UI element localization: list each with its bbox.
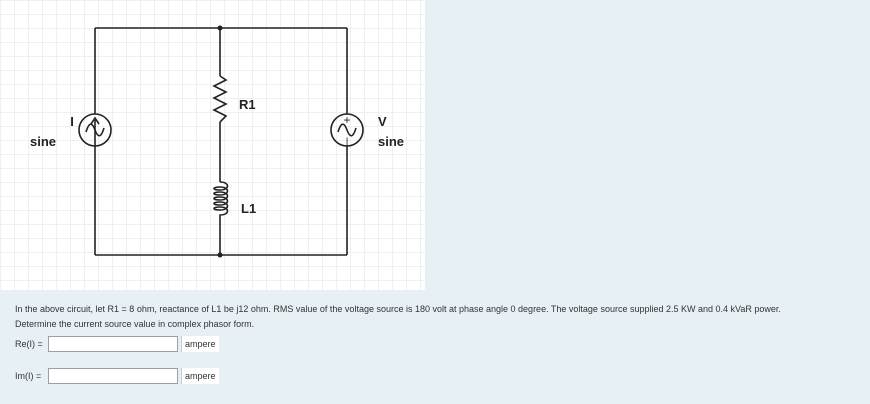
resistor-r1 — [214, 76, 226, 122]
circuit-svg — [0, 0, 425, 290]
current-source-type: sine — [30, 134, 57, 149]
inductor-l1 — [214, 182, 228, 232]
plus-sign: + — [343, 113, 351, 127]
current-source-symbol: I — [70, 114, 74, 129]
junction-bottom — [218, 253, 223, 258]
answer-row-real — [15, 334, 219, 354]
circuit-diagram — [0, 0, 425, 290]
real-part-unit: ampere — [181, 336, 219, 352]
voltage-source-type: sine — [378, 134, 405, 149]
junction-top — [218, 26, 223, 31]
real-part-input[interactable] — [48, 336, 178, 352]
imag-part-input[interactable] — [48, 368, 178, 384]
imag-part-unit: ampere — [181, 368, 219, 384]
question-line-1: In the above circuit, let R1 = 8 ohm, reactance of L1 be j12 ohm. RMS value of the voltage source is 180 volt at phase angle 0 degree. The voltage source supplied 2.5 KW and 0.4 kVaR power. — [15, 304, 781, 314]
real-part-label: Re(I) = — [15, 339, 43, 349]
minus-sign: | — [345, 137, 349, 148]
resistor-label: R1 — [239, 97, 256, 112]
question-line-2: Determine the current source value in complex phasor form. — [15, 319, 255, 329]
inductor-label: L1 — [241, 201, 257, 216]
voltage-source-symbol: V — [378, 114, 387, 129]
question-text — [15, 302, 860, 332]
answer-row-imag — [15, 366, 219, 386]
imag-part-label: Im(I) = — [15, 371, 42, 381]
